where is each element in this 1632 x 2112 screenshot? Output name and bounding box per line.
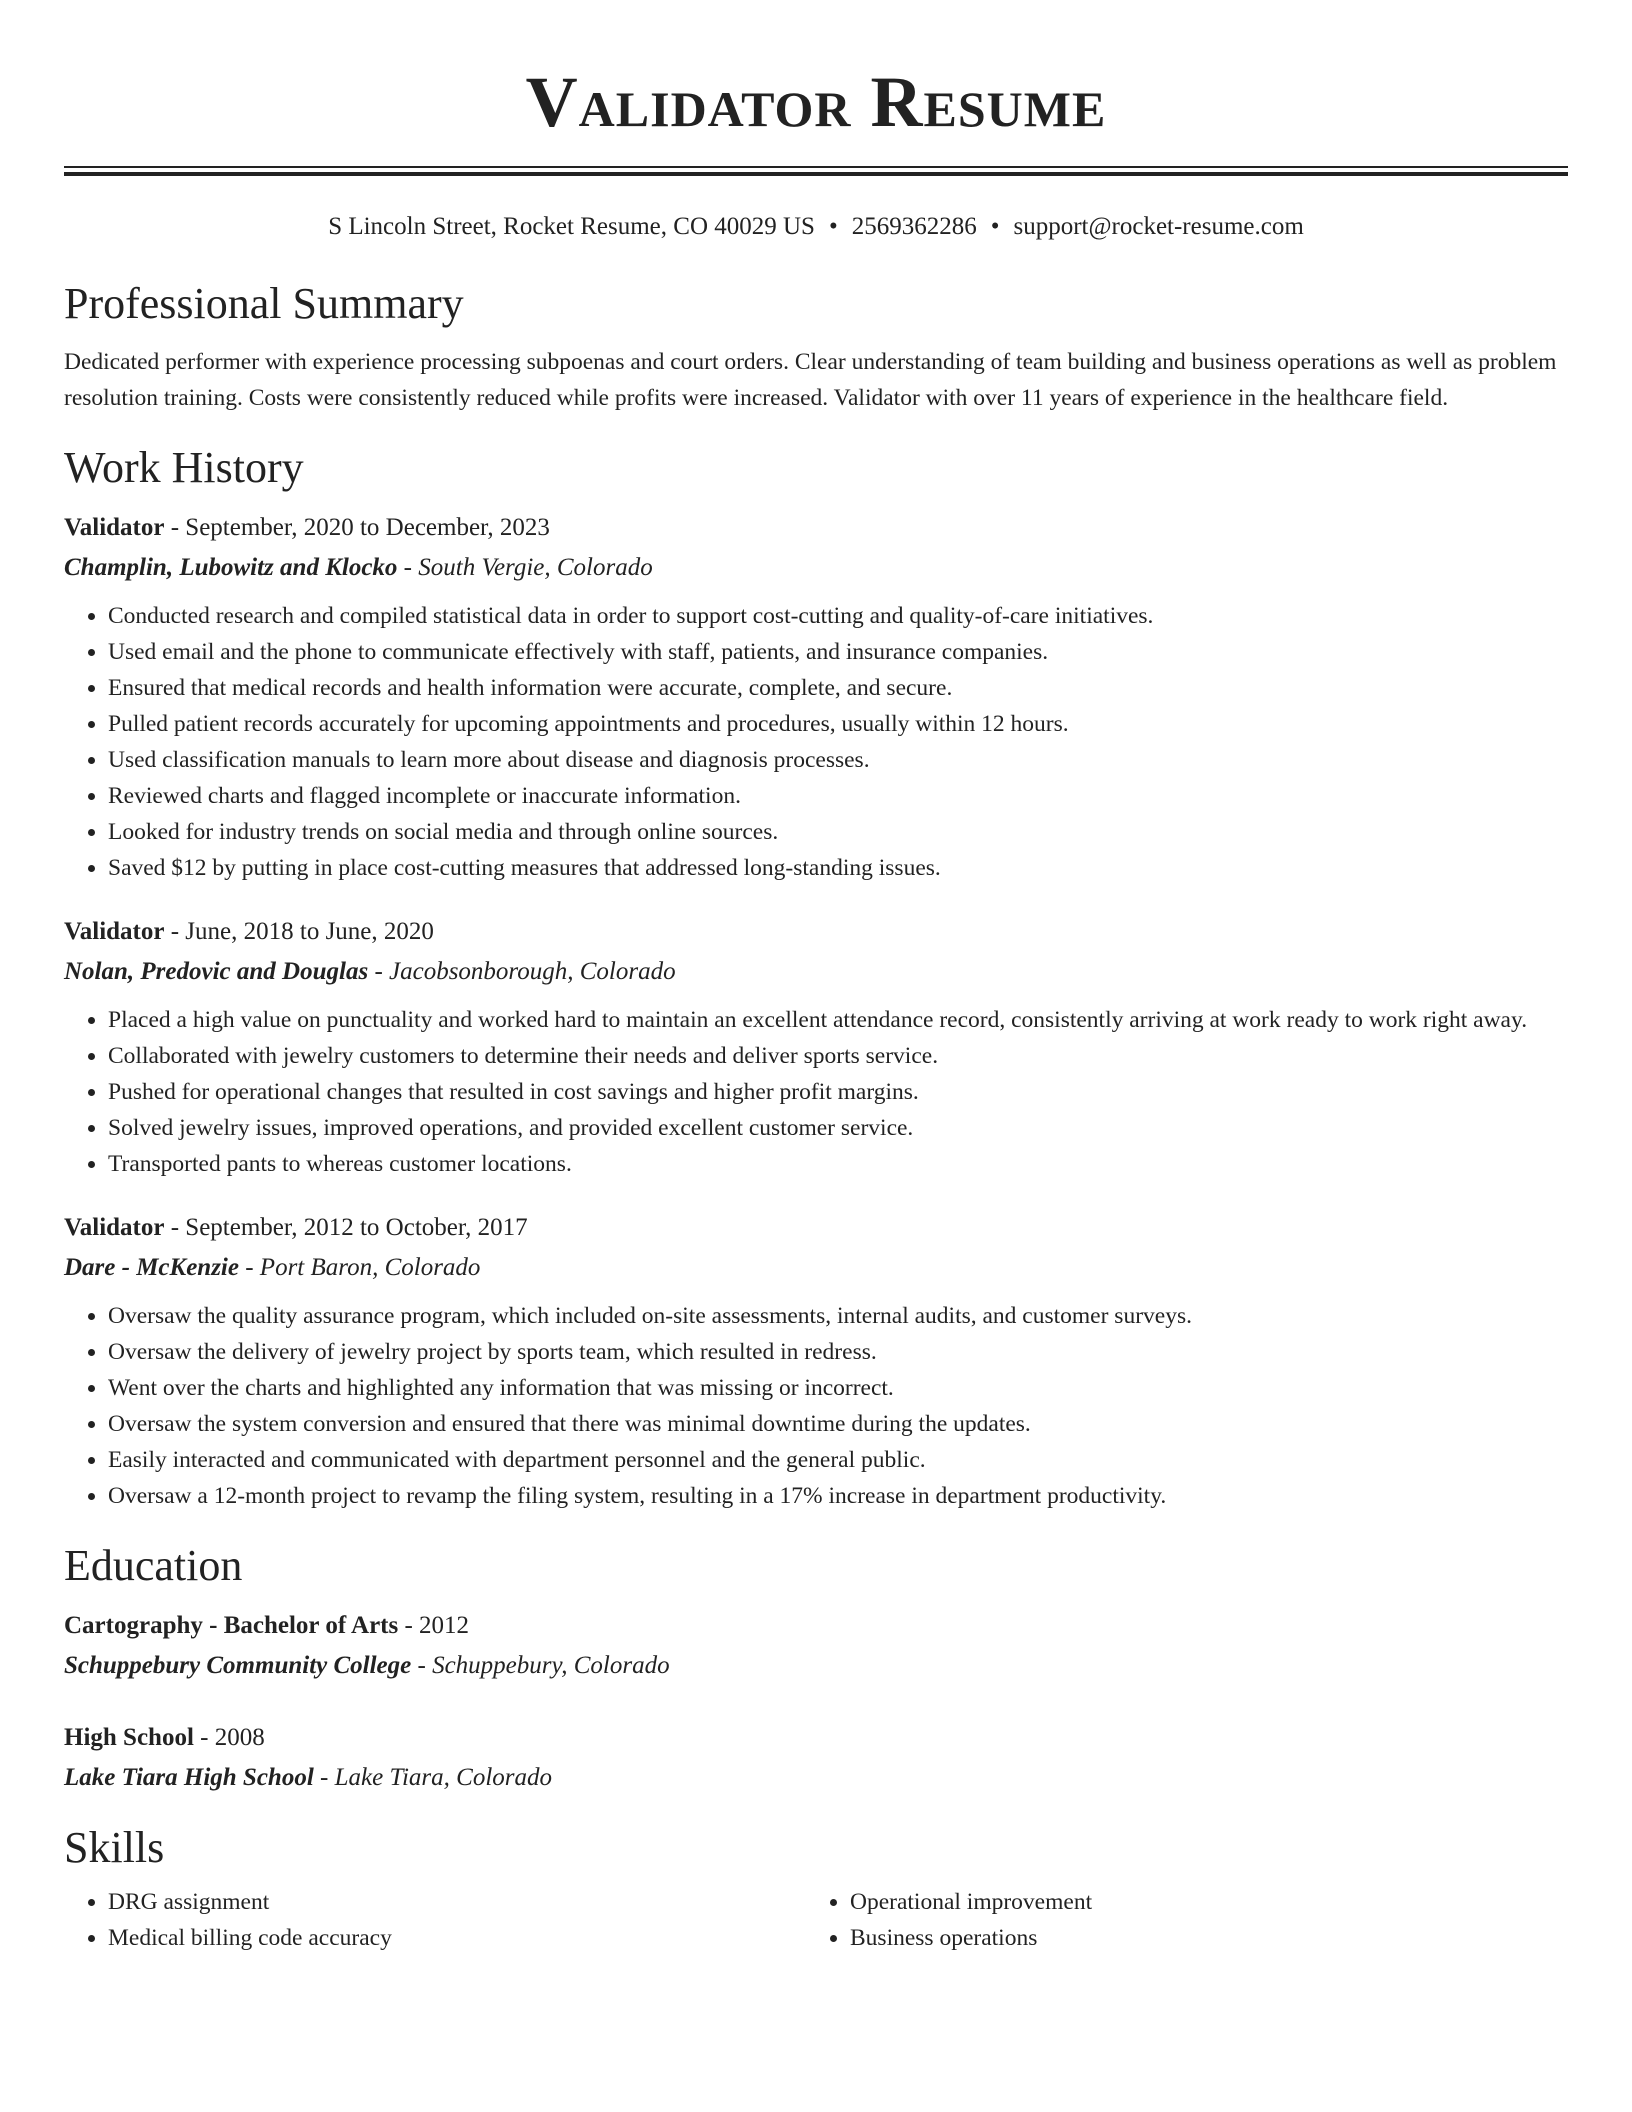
- school-line: [64, 1646, 1568, 1686]
- job-duty: • Saved $12 by putting in place cost-cutting measures that addressed long-standing issues.: [108, 850, 1568, 886]
- degree-name: High School: [64, 1724, 194, 1751]
- contact-address: S Lincoln Street, Rocket Resume, CO 40029 US: [328, 213, 815, 240]
- employer-location: - Port Baron, Colorado: [238, 1254, 481, 1281]
- job-dates: - June, 2018 to June, 2020: [164, 918, 434, 945]
- summary-section: [64, 278, 1568, 416]
- job-duty: • Oversaw the system conversion and ensured that there was minimal downtime during the updates.: [108, 1406, 1568, 1442]
- job-duty: • Pushed for operational changes that resulted in cost savings and higher profit margins.: [108, 1074, 1568, 1110]
- education-entry: [64, 1606, 1568, 1686]
- school-name: Lake Tiara High School: [64, 1764, 314, 1791]
- job-duty: • Reviewed charts and flagged incomplete or inaccurate information.: [108, 778, 1568, 814]
- school-location: - Lake Tiara, Colorado: [313, 1764, 553, 1791]
- skill-item: • Business operations: [850, 1920, 1548, 1956]
- job-duty: • Ensured that medical records and health information were accurate, complete, and secure.: [108, 670, 1568, 706]
- contact-separator: •: [828, 213, 838, 240]
- job-duties-list: [64, 1002, 1568, 1182]
- job-dates: - September, 2012 to October, 2017: [164, 1214, 528, 1241]
- skill-item: • Operational improvement: [850, 1884, 1548, 1920]
- skills-heading: Skills: [64, 1823, 165, 1872]
- skills-column-right: [806, 1884, 1548, 1956]
- job-duty: • Oversaw a 12-month project to revamp the filing system, resulting in a 17% increase in department productivity.: [108, 1478, 1568, 1514]
- employer-line: [64, 1248, 1568, 1288]
- job-duty: • Solved jewelry issues, improved operations, and provided excellent customer service.: [108, 1110, 1568, 1146]
- job-duty: • Collaborated with jewelry customers to determine their needs and deliver sports service.: [108, 1038, 1568, 1074]
- job-duty: • Easily interacted and communicated with department personnel and the general public.: [108, 1442, 1568, 1478]
- summary-heading: Professional Summary: [64, 279, 464, 328]
- degree-name: Cartography - Bachelor of Arts: [64, 1612, 399, 1639]
- employer-location: - South Vergie, Colorado: [397, 554, 653, 581]
- job-duty: • Placed a high value on punctuality and worked hard to maintain an excellent attendance record, consistently arriving at work ready to work right away.: [108, 1002, 1568, 1038]
- job-title-line: [64, 1208, 1568, 1248]
- job-duty: • Oversaw the quality assurance program, which included on-site assessments, internal audits, and customer surveys.: [108, 1298, 1568, 1334]
- skills-list: [64, 1884, 806, 1956]
- work-history-section: [64, 442, 1568, 1514]
- title-divider: [64, 166, 1568, 176]
- contact-line: [64, 210, 1568, 244]
- employer-name: Nolan, Predovic and Douglas: [64, 958, 369, 985]
- job-duty: • Used classification manuals to learn more about disease and diagnosis processes.: [108, 742, 1568, 778]
- contact-separator: •: [990, 213, 1000, 240]
- job-title-line: [64, 912, 1568, 952]
- job-title: Validator: [64, 514, 165, 541]
- summary-text: Dedicated performer with experience processing subpoenas and court orders. Clear understanding of team building and business operations as well as problem resolution training. Costs were consistently reduced while profits were increased. Validator with over 11 years of experience in the healthcare field.: [64, 349, 1557, 411]
- degree-line: [64, 1606, 1568, 1646]
- employer-location: - Jacobsonborough, Colorado: [368, 958, 676, 985]
- degree-year: - 2012: [398, 1612, 470, 1639]
- skills-list: [806, 1884, 1548, 1956]
- job-entry: [64, 1208, 1568, 1514]
- degree-year: - 2008: [193, 1724, 265, 1751]
- contact-phone: 2569362286: [851, 213, 977, 240]
- work-history-heading: Work History: [64, 443, 304, 492]
- school-location: - Schuppebury, Colorado: [411, 1652, 670, 1679]
- skills-grid: [64, 1884, 1568, 1956]
- skill-item: • DRG assignment: [108, 1884, 806, 1920]
- education-entry: [64, 1718, 1568, 1798]
- resume-title: Validator Resume: [525, 62, 1107, 142]
- job-duty: • Went over the charts and highlighted any information that was missing or incorrect.: [108, 1370, 1568, 1406]
- job-title-line: [64, 508, 1568, 548]
- job-duty: • Conducted research and compiled statistical data in order to support cost-cutting and quality-of-care initiatives.: [108, 598, 1568, 634]
- job-duty: • Transported pants to whereas customer locations.: [108, 1146, 1568, 1182]
- skills-section: [64, 1822, 1568, 1956]
- employer-line: [64, 952, 1568, 992]
- education-heading: Education: [64, 1541, 243, 1590]
- job-duties-list: [64, 598, 1568, 886]
- contact-email[interactable]: support@rocket-resume.com: [1013, 213, 1304, 240]
- school-name: Schuppebury Community College: [64, 1652, 412, 1679]
- job-entry: [64, 912, 1568, 1182]
- skills-column-left: [64, 1884, 806, 1956]
- degree-line: [64, 1718, 1568, 1758]
- job-duty: • Pulled patient records accurately for upcoming appointments and procedures, usually within 12 hours.: [108, 706, 1568, 742]
- education-section: [64, 1540, 1568, 1798]
- school-line: [64, 1758, 1568, 1798]
- job-duty: • Looked for industry trends on social media and through online sources.: [108, 814, 1568, 850]
- job-duties-list: [64, 1298, 1568, 1514]
- skill-item: • Medical billing code accuracy: [108, 1920, 806, 1956]
- job-entry: [64, 508, 1568, 886]
- employer-name: Dare - McKenzie: [64, 1254, 239, 1281]
- job-title: Validator: [64, 1214, 165, 1241]
- employer-line: [64, 548, 1568, 588]
- job-dates: - September, 2020 to December, 2023: [164, 514, 550, 541]
- employer-name: Champlin, Lubowitz and Klocko: [64, 554, 398, 581]
- job-duty: • Used email and the phone to communicate effectively with staff, patients, and insurance companies.: [108, 634, 1568, 670]
- job-title: Validator: [64, 918, 165, 945]
- job-duty: • Oversaw the delivery of jewelry project by sports team, which resulted in redress.: [108, 1334, 1568, 1370]
